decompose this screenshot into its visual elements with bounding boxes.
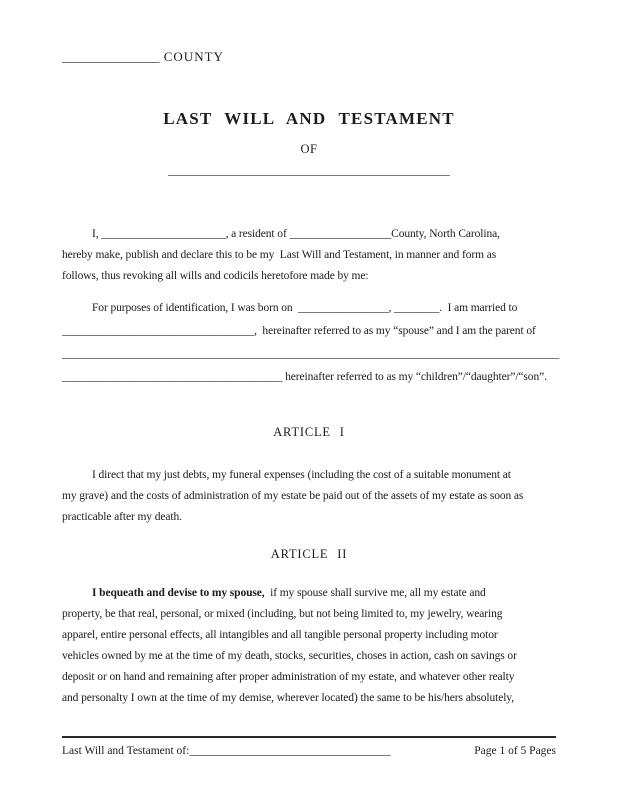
intro-line: I, ______________________, a resident of __________________County, North Carolina, bbox=[92, 228, 500, 240]
identification-line: __________________________________, hereinafter referred to as my “spouse” and I am the parent of bbox=[62, 325, 536, 337]
article-1-heading: ARTICLE I bbox=[273, 425, 345, 439]
county-label: COUNTY bbox=[159, 49, 224, 64]
article-2-line: apparel, entire personal effects, all intangibles and all tangible personal property including motor bbox=[62, 629, 498, 641]
article-2-paragraph bbox=[62, 583, 556, 709]
bequeath-bold-text: I bequeath and devise to my spouse, bbox=[92, 587, 265, 599]
children-names-blank: ________________________________________________________________________________________ bbox=[62, 348, 560, 360]
article-2-line: vehicles owned by me at the time of my death, stocks, securities, choses in action, cash on savings or bbox=[62, 650, 517, 662]
footer-title-line bbox=[62, 743, 391, 759]
article-1-paragraph bbox=[62, 465, 556, 528]
footer-label: Last Will and Testament of: bbox=[62, 745, 190, 757]
article-2-line: property, be that real, personal, or mixed (including, but not being limited to, my jewelry, wearing bbox=[62, 608, 503, 620]
identification-line: For purposes of identification, I was born on ________________, ________. I am married to bbox=[92, 302, 518, 314]
identification-line: _______________________________________ hereinafter referred to as my “children”/“daughter”/“son”. bbox=[62, 371, 547, 383]
article-2-heading: ARTICLE II bbox=[270, 547, 348, 561]
article-1-line: practicable after my death. bbox=[62, 511, 182, 523]
document-title: LAST WILL AND TESTAMENT bbox=[163, 109, 455, 128]
page-footer bbox=[62, 736, 556, 759]
intro-line: hereby make, publish and declare this to be my Last Will and Testament, in manner and form as bbox=[62, 249, 497, 261]
identification-paragraph bbox=[62, 297, 560, 389]
county-blank: _______________ bbox=[62, 49, 160, 64]
intro-line: follows, thus revoking all wills and codicils heretofore made by me: bbox=[62, 270, 369, 282]
article-2-lead-line bbox=[62, 583, 556, 604]
article-1-line: I direct that my just debts, my funeral expenses (including the cost of a suitable monument at bbox=[92, 469, 511, 481]
article-1-line: my grave) and the costs of administration of my estate be paid out of the assets of my estate as soon as bbox=[62, 490, 524, 502]
footer-name-blank: ___________________________________ bbox=[189, 745, 391, 757]
page-number: Page 1 of 5 Pages bbox=[474, 745, 556, 757]
of-label: OF bbox=[300, 142, 318, 156]
intro-paragraph bbox=[62, 224, 556, 287]
county-line bbox=[62, 48, 556, 66]
article-2-line: deposit or on hand and remaining after proper administration of my estate, and whatever other realty bbox=[62, 671, 515, 683]
bequeath-rest-text: if my spouse shall survive me, all my estate and bbox=[264, 587, 486, 599]
article-2-line: and personalty I own at the time of my demise, wherever located) the same to be his/hers absolutely, bbox=[62, 692, 514, 704]
testator-name-blank: _________________________________________________ bbox=[168, 165, 450, 177]
